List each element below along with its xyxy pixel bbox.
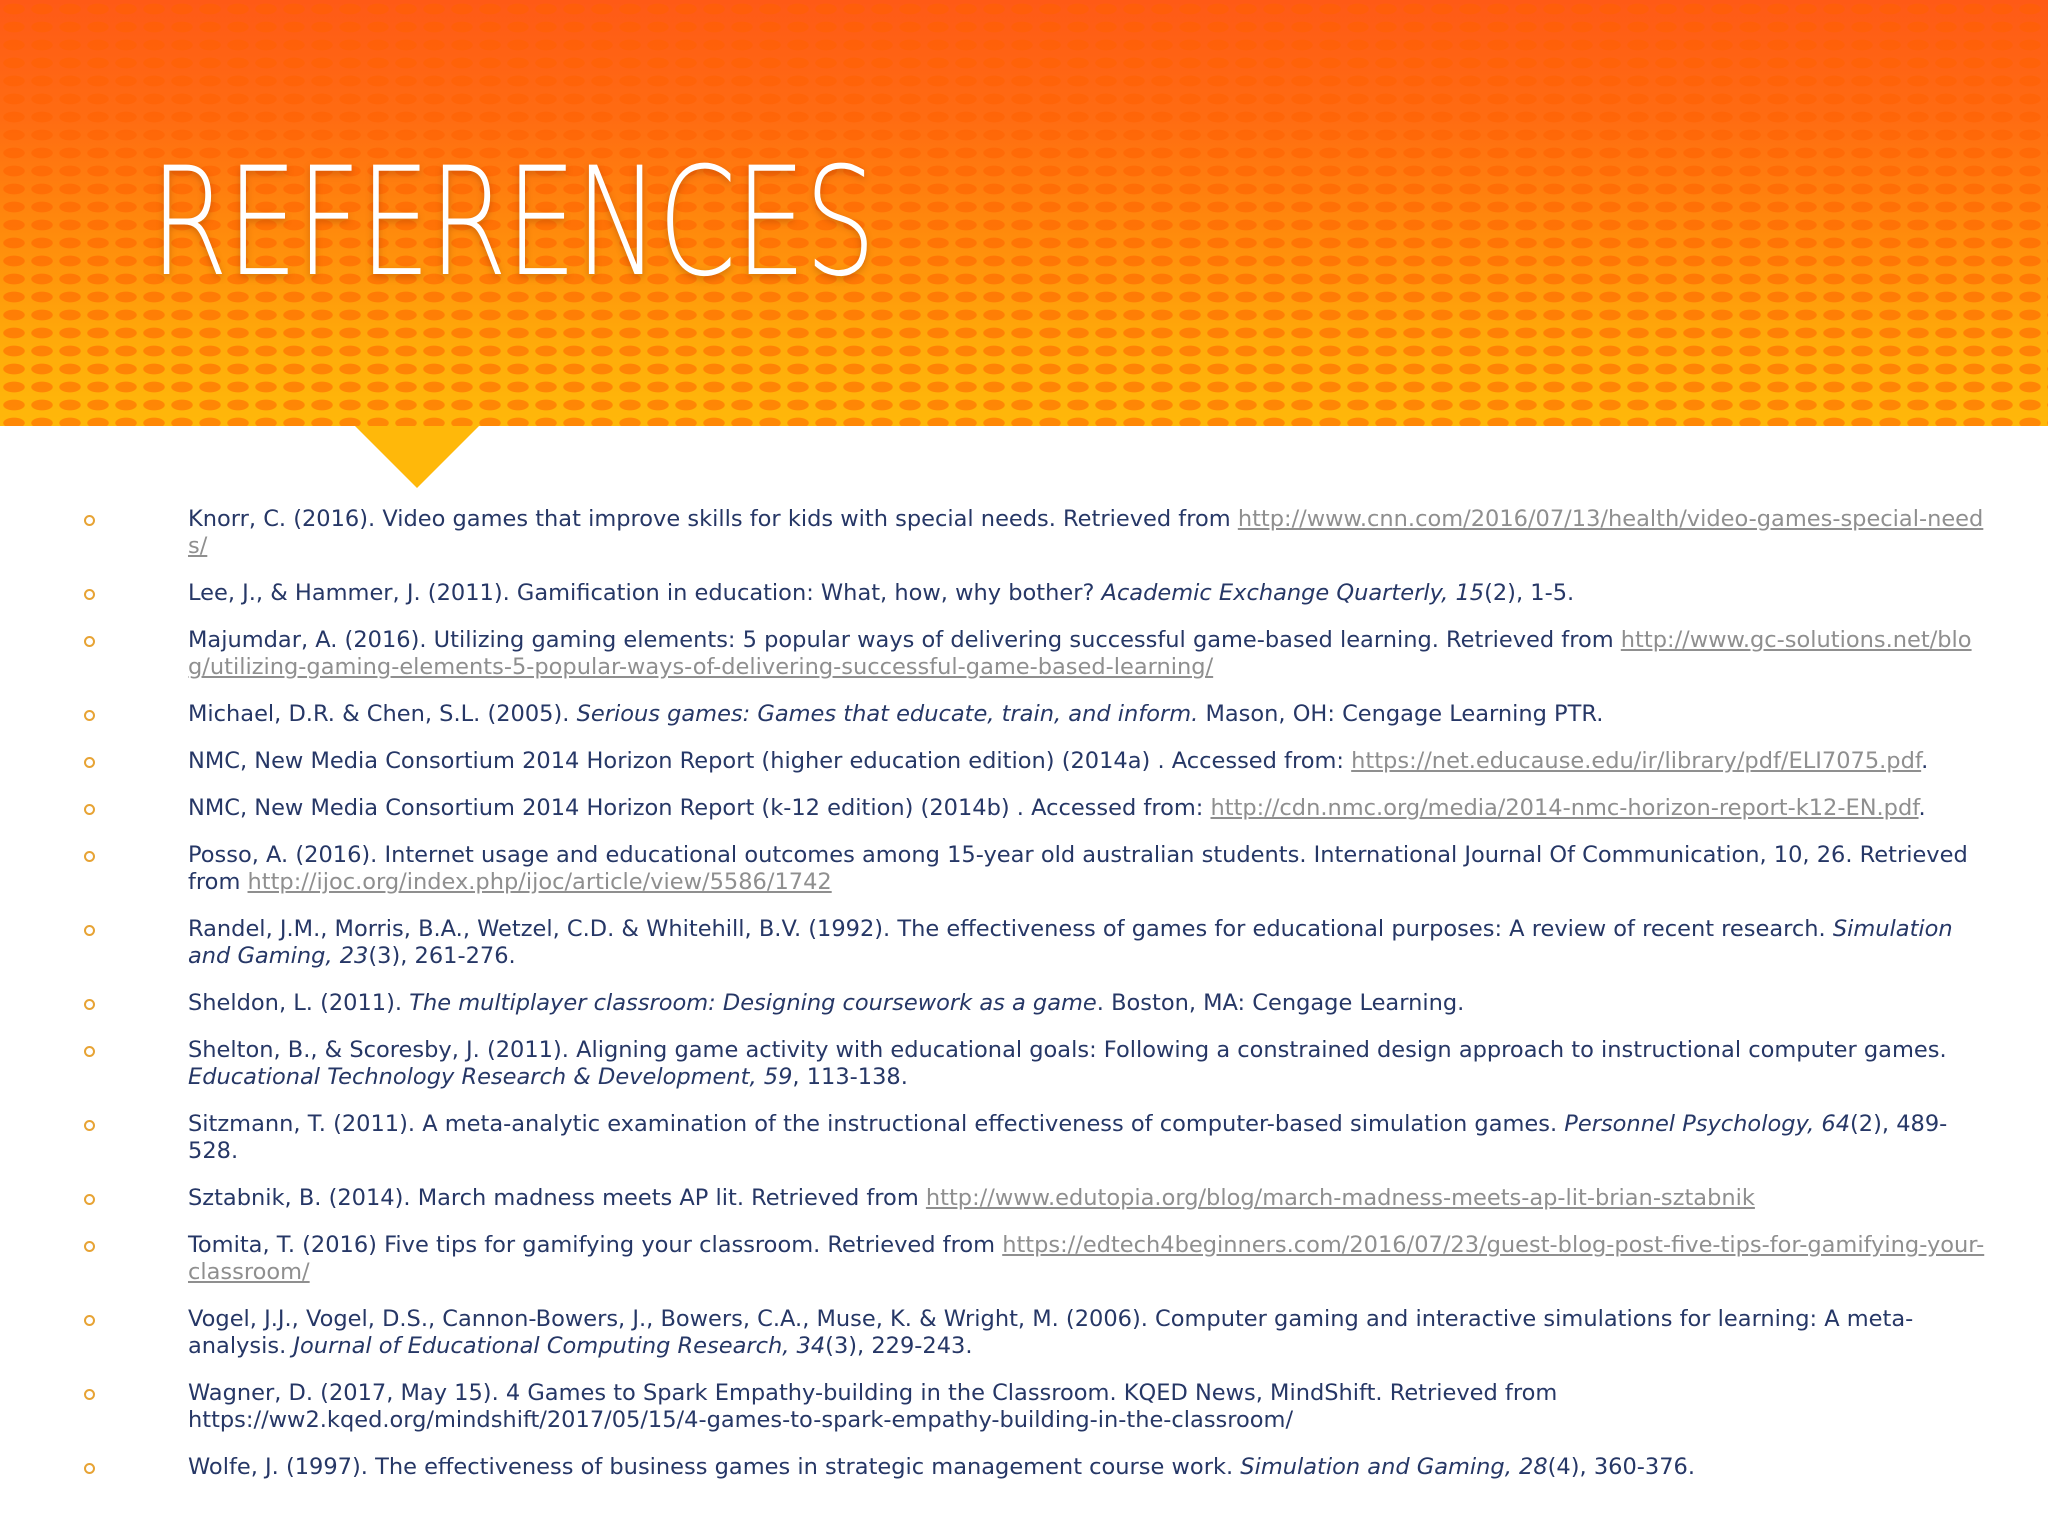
reference-item — [0, 1380, 2048, 1434]
reference-text-segment: . — [1921, 748, 1929, 774]
hollow-circle-bullet-icon — [84, 757, 95, 768]
hollow-circle-bullet-icon — [84, 925, 95, 936]
reference-item — [0, 1185, 2048, 1212]
hollow-circle-bullet-icon — [84, 1046, 95, 1057]
reference-link[interactable]: http://www.gc-solutions.net/blog/utilizing-gaming-elements-5-popular-ways-of-delivering-successful-game-based-learning/ — [188, 627, 1972, 680]
reference-link[interactable]: http://ijoc.org/index.php/ijoc/article/view/5586/1742 — [247, 869, 832, 895]
reference-text — [188, 990, 1464, 1016]
reference-text — [188, 701, 1603, 727]
reference-source-title: Academic Exchange Quarterly, 15 — [1101, 580, 1485, 606]
reference-text — [188, 627, 1972, 680]
reference-text-segment: Majumdar, A. (2016). Utilizing gaming elements: 5 popular ways of delivering successful game-based learning. Retrieved from — [188, 627, 1621, 653]
reference-text-segment: Posso, A. (2016). Internet usage and educational outcomes among 15-year old australian students. International Journal Of Communication, 10, 26. Retrieved from — [188, 842, 1968, 895]
reference-text-segment: Tomita, T. (2016) Five tips for gamifying your classroom. Retrieved from — [188, 1232, 1003, 1258]
reference-item — [0, 990, 2048, 1017]
reference-source-title: The multiplayer classroom: Designing coursework as a game — [409, 990, 1097, 1016]
reference-text-segment: (3), 261-276. — [368, 943, 516, 969]
reference-item — [0, 580, 2048, 607]
reference-text — [188, 1454, 1695, 1480]
reference-source-title: Journal of Educational Computing Research, 34 — [293, 1333, 826, 1359]
reference-text-segment: Lee, J., & Hammer, J. (2011). Gamification in education: What, how, why bother? — [188, 580, 1102, 606]
reference-link[interactable]: http://www.edutopia.org/blog/march-madness-meets-ap-lit-brian-sztabnik — [925, 1185, 1755, 1211]
hollow-circle-bullet-icon — [84, 851, 95, 862]
reference-link[interactable]: http://cdn.nmc.org/media/2014-nmc-horizon-report-k12-EN.pdf — [1210, 795, 1919, 821]
reference-text-segment: Sheldon, L. (2011). — [188, 990, 410, 1016]
reference-text-segment: Randel, J.M., Morris, B.A., Wetzel, C.D. & Whitehill, B.V. (1992). The effectiveness of games for educational purposes: A review of recent research. — [188, 916, 1833, 942]
hollow-circle-bullet-icon — [84, 999, 95, 1010]
reference-text — [188, 748, 1928, 774]
hollow-circle-bullet-icon — [84, 710, 95, 721]
reference-item — [0, 842, 2048, 896]
hollow-circle-bullet-icon — [84, 589, 95, 600]
reference-text — [188, 1111, 1947, 1164]
reference-source-title: Educational Technology Research & Development, 59 — [188, 1064, 793, 1090]
reference-text-segment: Sitzmann, T. (2011). A meta-analytic examination of the instructional effectiveness of computer-based simulation games. — [188, 1111, 1565, 1137]
reference-text — [188, 506, 1983, 559]
reference-text — [188, 795, 1926, 821]
hollow-circle-bullet-icon — [84, 804, 95, 815]
reference-item — [0, 916, 2048, 970]
reference-item — [0, 1232, 2048, 1286]
reference-text-segment: Knorr, C. (2016). Video games that improve skills for kids with special needs. Retrieved from — [188, 506, 1238, 532]
reference-source-title: Personnel Psychology, 64 — [1564, 1111, 1851, 1137]
reference-item — [0, 1454, 2048, 1481]
reference-text-segment: (2), 489-528. — [188, 1111, 1948, 1164]
reference-item — [0, 506, 2048, 560]
reference-item — [0, 795, 2048, 822]
reference-text-segment: NMC, New Media Consortium 2014 Horizon Report (k-12 edition) (2014b) . Accessed from: — [188, 795, 1211, 821]
banner-pointer-icon — [355, 426, 479, 488]
hollow-circle-bullet-icon — [84, 1120, 95, 1131]
reference-item — [0, 1111, 2048, 1165]
reference-text-segment: (2), 1-5. — [1484, 580, 1575, 606]
reference-source-title: Simulation and Gaming, 23 — [188, 916, 1953, 969]
reference-text-segment: Mason, OH: Cengage Learning PTR. — [1198, 701, 1604, 727]
reference-link[interactable]: http://www.cnn.com/2016/07/13/health/video-games-special-needs/ — [188, 506, 1984, 559]
reference-source-title: Simulation and Gaming, 28 — [1240, 1454, 1548, 1480]
reference-item — [0, 748, 2048, 775]
reference-text — [188, 1306, 1913, 1359]
reference-text-segment: Sztabnik, B. (2014). March madness meets AP lit. Retrieved from — [188, 1185, 926, 1211]
reference-item — [0, 701, 2048, 728]
reference-text-segment: Wagner, D. (2017, May 15). 4 Games to Spark Empathy-building in the Classroom. KQED News, MindShift. Retrieved from https://ww2.kqed.org/mindshift/2017/05/15/4-games-to-spark-empathy-building-in-the-classroom/ — [188, 1380, 1558, 1433]
hollow-circle-bullet-icon — [84, 1315, 95, 1326]
reference-text-segment: (4), 360-376. — [1547, 1454, 1695, 1480]
reference-item — [0, 627, 2048, 681]
reference-text — [188, 1232, 1984, 1285]
reference-item — [0, 1037, 2048, 1091]
reference-text — [188, 580, 1574, 606]
references-list — [0, 506, 2048, 1501]
reference-source-title: Serious games: Games that educate, train, and inform. — [576, 701, 1199, 727]
reference-text — [188, 916, 1953, 969]
hollow-circle-bullet-icon — [84, 1389, 95, 1400]
hollow-circle-bullet-icon — [84, 515, 95, 526]
reference-text — [188, 1185, 1755, 1211]
reference-text-segment: , 113-138. — [792, 1064, 908, 1090]
reference-text-segment: (3), 229-243. — [825, 1333, 973, 1359]
reference-text-segment: Wolfe, J. (1997). The effectiveness of business games in strategic management course work. — [188, 1454, 1241, 1480]
reference-text-segment: Vogel, J.J., Vogel, D.S., Cannon-Bowers, J., Bowers, C.A., Muse, K. & Wright, M. (2006). Computer gaming and interactive simulations for learning: A meta-analysis. — [188, 1306, 1914, 1359]
hollow-circle-bullet-icon — [84, 1463, 95, 1474]
reference-text-segment: Michael, D.R. & Chen, S.L. (2005). — [188, 701, 577, 727]
reference-text — [188, 1380, 1557, 1433]
reference-link[interactable]: https://net.educause.edu/ir/library/pdf/ELI7075.pdf — [1351, 748, 1922, 774]
hollow-circle-bullet-icon — [84, 1241, 95, 1252]
reference-text — [188, 1037, 1947, 1090]
reference-item — [0, 1306, 2048, 1360]
reference-text-segment: NMC, New Media Consortium 2014 Horizon Report (higher education edition) (2014a) . Accessed from: — [188, 748, 1352, 774]
reference-text — [188, 842, 1968, 895]
hollow-circle-bullet-icon — [84, 636, 95, 647]
reference-text-segment: . Boston, MA: Cengage Learning. — [1096, 990, 1465, 1016]
page-title: REFERENCES — [150, 136, 875, 310]
reference-text-segment: Shelton, B., & Scoresby, J. (2011). Aligning game activity with educational goals: Following a constrained design approach to instructional computer games. — [188, 1037, 1947, 1063]
reference-text-segment: . — [1918, 795, 1926, 821]
reference-link[interactable]: https://edtech4beginners.com/2016/07/23/guest-blog-post-five-tips-for-gamifying-your-classroom/ — [188, 1232, 1985, 1285]
hollow-circle-bullet-icon — [84, 1194, 95, 1205]
